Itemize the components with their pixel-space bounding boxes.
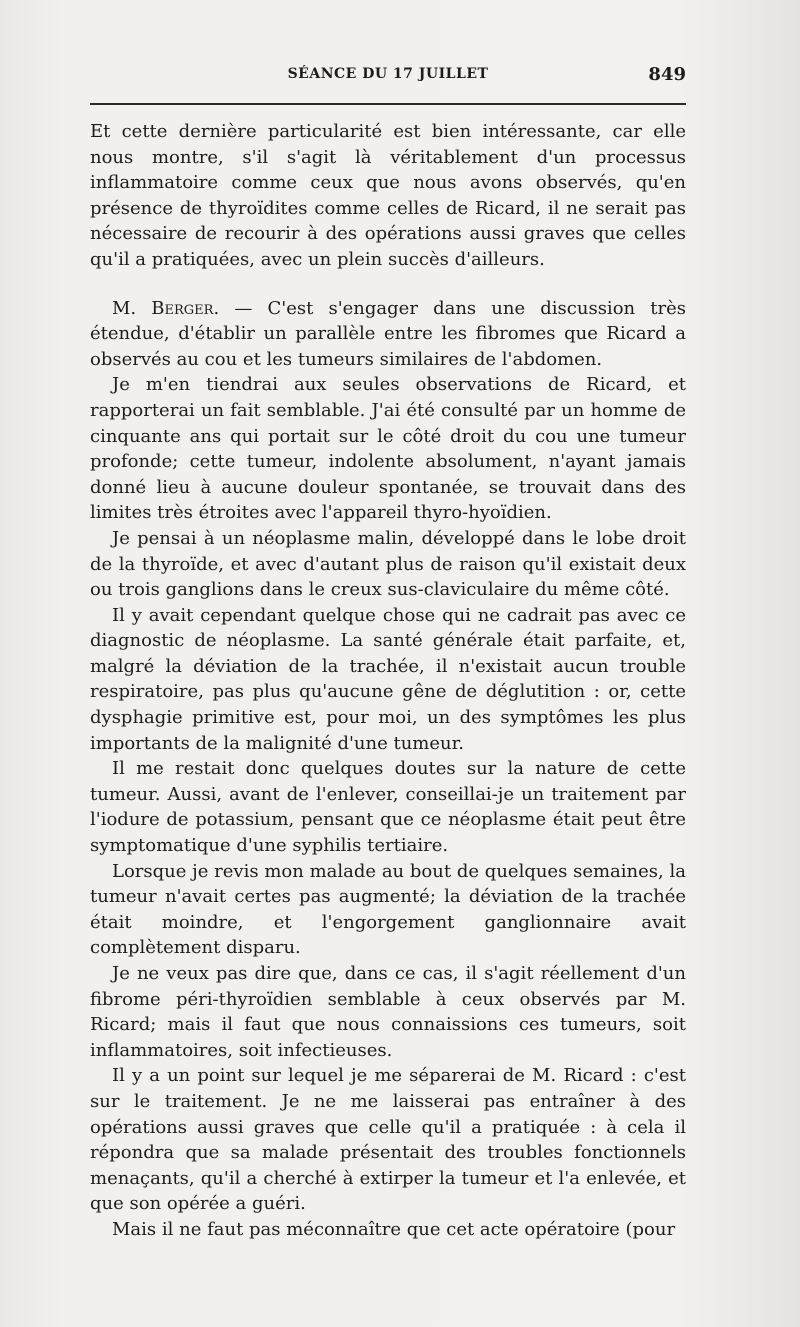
- paragraph-3: Je m'en tiendrai aux seules observations de Ricard, et rapporterai un fait semblable. J'ai été consulté par un homme de cinquante ans qui portait sur le côté droit du cou une tumeur profonde; cette tumeur, indolente absolument, n'ayant jamais donné lieu à aucune douleur spontanée, se trouvait dans des limites très étroites avec l'appareil thyro-hyoïdien.: [90, 374, 686, 524]
- paragraph-2-text: . — C'est s'engager dans une discussion très étendue, d'établir un parallèle entre les fibromes que Ricard a observés au cou et les tumeurs similaires de l'abdomen.: [90, 297, 686, 370]
- paragraph-4: Je pensai à un néoplasme malin, développé dans le lobe droit de la thyroïde, et avec d'autant plus de raison qu'il existait deux ou trois ganglions dans le creux sus-claviculaire du même côté.: [90, 527, 686, 601]
- paragraph-1: Et cette dernière particularité est bien intéressante, car elle nous montre, s'il s'agit là véritablement d'un processus inflammatoire comme ceux que nous avons observés, qu'en présence de thyroïdites comme celles de Ricard, il ne serait pas nécessaire de recourir à des opérations aussi graves que celles qu'il a pratiquées, avec un plein succès d'ailleurs.: [90, 121, 686, 270]
- paragraph-9: Il y a un point sur lequel je me séparerai de M. Ricard : c'est sur le traitement. Je ne me laisserai pas entraîner à des opérations aussi graves que celle qu'il a pratiquée : à cela il répondra que sa malade présentait des troubles fonctionnels menaçants, qu'il a cherché à extirper la tumeur et l'a enlevée, et que son opérée a guéri.: [90, 1065, 686, 1215]
- paragraph-8: Je ne veux pas dire que, dans ce cas, il s'agit réellement d'un fibrome péri-thyroïdien semblable à ceux observés par M. Ricard; mais il faut que nous connaissions ces tumeurs, soit inflammatoires, soit infectieuses.: [90, 963, 686, 1061]
- page-number: 849: [648, 64, 686, 85]
- paragraph-10: Mais il ne faut pas méconnaître que cet acte opératoire (pour: [112, 1218, 676, 1240]
- paragraph-2: [90, 296, 686, 373]
- body-text: [90, 119, 686, 1243]
- paragraph-6: Il me restait donc quelques doutes sur la nature de cette tumeur. Aussi, avant de l'enlever, conseillai-je un traitement par l'iodure de potassium, pensant que ce néoplasme était peut être symptomatique d'une syphilis tertiaire.: [90, 758, 686, 857]
- paragraph-5: Il y avait cependant quelque chose qui ne cadrait pas avec ce diagnostic de néoplasme. La santé générale était parfaite, et, malgré la déviation de la trachée, il n'existait aucun trouble respiratoire, pas plus qu'aucune gêne de déglutition : or, cette dysphagie primitive est, pour moi, un des symptômes les plus importants de la malignité d'une tumeur.: [90, 604, 686, 754]
- running-title: SÉANCE DU 17 JUILLET: [287, 66, 489, 82]
- running-head: [90, 60, 686, 100]
- header-rule: [90, 103, 686, 105]
- paragraph-7: Lorsque je revis mon malade au bout de quelques semaines, la tumeur n'avait certes pas augmenté; la déviation de la trachée était moindre, et l'engorgement ganglionnaire avait complètement disparu.: [90, 860, 686, 959]
- speaker-prefix: M.: [112, 297, 152, 319]
- speaker-name: Berger: [151, 297, 214, 319]
